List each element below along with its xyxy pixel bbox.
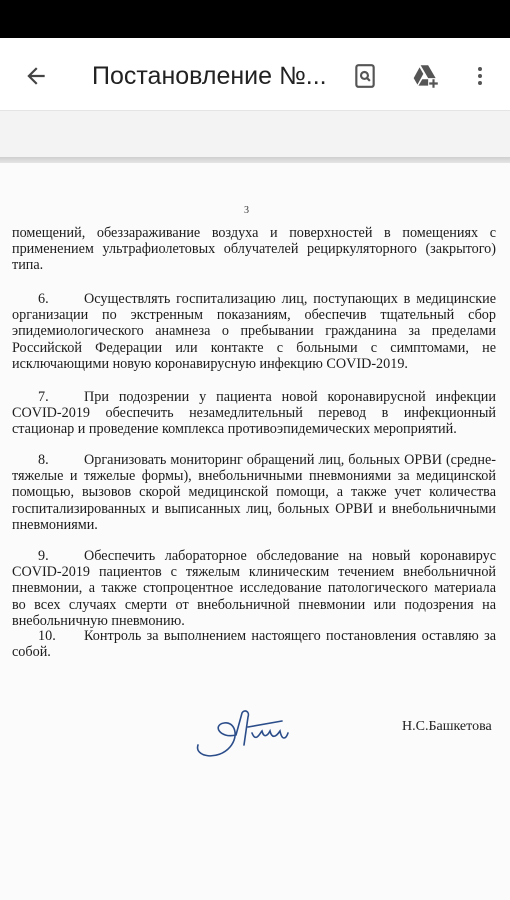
paragraph-number: 10. bbox=[38, 628, 56, 644]
paragraph-9 bbox=[12, 548, 496, 629]
more-options-button[interactable] bbox=[462, 58, 498, 94]
handwritten-signature bbox=[190, 703, 290, 763]
more-vert-icon bbox=[468, 63, 492, 89]
document-title: Постановление №... bbox=[92, 62, 327, 90]
paragraph-number: 7. bbox=[38, 389, 49, 405]
paragraph-number: 6. bbox=[38, 291, 49, 307]
paragraph-text: помещений, обеззараживание воздуха и поверхностей в помещениях с применением ультрафиолетовых облучателей рециркуляторного (закрытого) типа. bbox=[12, 225, 496, 274]
document-viewer[interactable] bbox=[0, 111, 510, 900]
paragraph-text: Осуществлять госпитализацию лиц, поступающих в медицинские организации по экстренным показаниям, обеспечив тщательный сбор эпидемиологического анамнеза о пребывании гражданина за пределами Российской Федерации или контакте с больными с симптомами, не исключающими новую коронавирусную инфекцию COVID-2019. bbox=[12, 291, 496, 372]
paragraph-text: Контроль за выполнением настоящего постановления оставляю за собой. bbox=[12, 628, 496, 661]
paragraph-text: При подозрении у пациента новой коронавирусной инфекции COVID-2019 обеспечить незамедлительный перевод в инфекционный стационар и проведение комплекса противоэпидемических мероприятий. bbox=[12, 389, 496, 438]
paragraph-continuation bbox=[12, 225, 496, 274]
paragraph-number: 8. bbox=[38, 452, 49, 468]
signer-name: Н.С.Башкетова bbox=[402, 719, 492, 734]
paragraph-7 bbox=[12, 389, 496, 438]
back-button[interactable] bbox=[18, 58, 54, 94]
status-bar bbox=[0, 0, 510, 38]
arrow-back-icon bbox=[23, 63, 49, 89]
paragraph-6 bbox=[12, 291, 496, 372]
page-number: 3 bbox=[244, 205, 249, 216]
add-to-drive-button[interactable] bbox=[408, 58, 444, 94]
search-document-icon bbox=[352, 63, 378, 89]
app-bar bbox=[0, 38, 510, 110]
paragraph-text: Обеспечить лабораторное обследование на новый коронавирус COVID-2019 пациентов с тяжелым клиническим течением внебольничной пневмонии, а также стопроцентное исследование патологического материала во всех случаях смерти от внебольничной пневмонии или подозрения на внебольничную пневмонию. bbox=[12, 548, 496, 629]
drive-add-icon bbox=[411, 63, 441, 89]
paragraph-10 bbox=[12, 628, 496, 660]
paragraph-number: 9. bbox=[38, 548, 49, 564]
find-in-document-button[interactable] bbox=[347, 58, 383, 94]
paragraph-text: Организовать мониторинг обращений лиц, больных ОРВИ (средне-тяжелые и тяжелые формы), внебольничными пневмониями за медицинской помощью, вызовов скорой медицинской помощи, а также учет количества госпитализированных и выписанных лиц, больных ОРВИ и внебольничными пневмониями. bbox=[12, 452, 496, 533]
document-page bbox=[0, 163, 510, 900]
paragraph-8 bbox=[12, 452, 496, 533]
